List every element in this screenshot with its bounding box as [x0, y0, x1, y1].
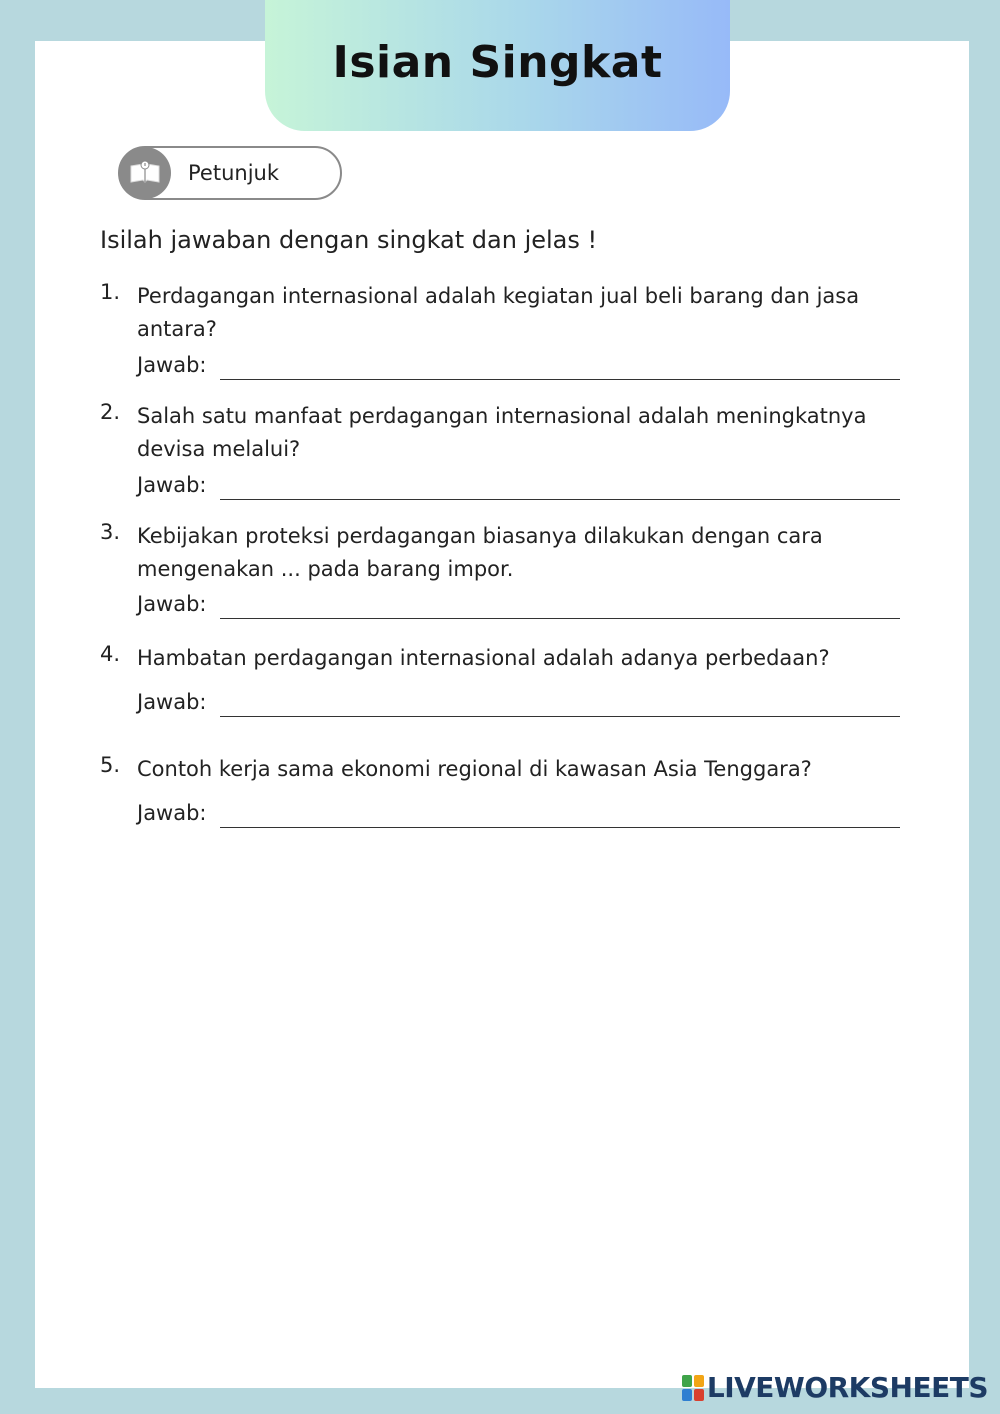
question-text [137, 280, 900, 346]
question-number: 2. [100, 400, 121, 424]
title-banner [265, 0, 730, 131]
answer-label: Jawab: [137, 801, 207, 825]
answer-input-3[interactable] [220, 618, 900, 619]
question-line: Hambatan perdagangan internasional adalah adanya perbedaan? [137, 646, 830, 670]
open-book-icon [119, 147, 171, 199]
answer-row [137, 794, 900, 828]
question-number: 1. [100, 280, 121, 304]
question-text [137, 520, 900, 586]
question-number: 4. [100, 642, 121, 666]
question-text [137, 642, 900, 675]
question-number: 5. [100, 753, 121, 777]
answer-label: Jawab: [137, 473, 207, 497]
question-line: antara? [137, 317, 217, 341]
answer-label: Jawab: [137, 592, 207, 616]
question-line: Perdagangan internasional adalah kegiatan jual beli barang dan jasa [137, 284, 860, 308]
answer-row [137, 466, 900, 500]
question-text [137, 400, 900, 466]
answer-input-4[interactable] [220, 716, 900, 717]
answer-label: Jawab: [137, 353, 207, 377]
question-line: devisa melalui? [137, 437, 301, 461]
answer-row [137, 585, 900, 619]
liveworksheets-brand [682, 1371, 988, 1404]
instruction-pill-label: Petunjuk [188, 161, 279, 185]
answer-row [137, 683, 900, 717]
question-line: Salah satu manfaat perdagangan internasional adalah meningkatnya [137, 404, 867, 428]
question-line: Contoh kerja sama ekonomi regional di kawasan Asia Tenggara? [137, 757, 812, 781]
page-title: Isian Singkat [332, 37, 663, 88]
answer-label: Jawab: [137, 690, 207, 714]
instruction-text: Isilah jawaban dengan singkat dan jelas ! [100, 226, 598, 254]
question-number: 3. [100, 520, 121, 544]
answer-row [137, 346, 900, 380]
answer-input-2[interactable] [220, 499, 900, 500]
brand-wordmark: LIVEWORKSHEETS [706, 1371, 988, 1404]
liveworksheets-logo-icon [682, 1375, 704, 1401]
question-line: mengenakan ... pada barang impor. [137, 557, 514, 581]
question-line: Kebijakan proteksi perdagangan biasanya dilakukan dengan cara [137, 524, 823, 548]
question-text [137, 753, 900, 786]
answer-input-1[interactable] [220, 379, 900, 380]
instruction-pill [118, 146, 342, 200]
answer-input-5[interactable] [220, 827, 900, 828]
